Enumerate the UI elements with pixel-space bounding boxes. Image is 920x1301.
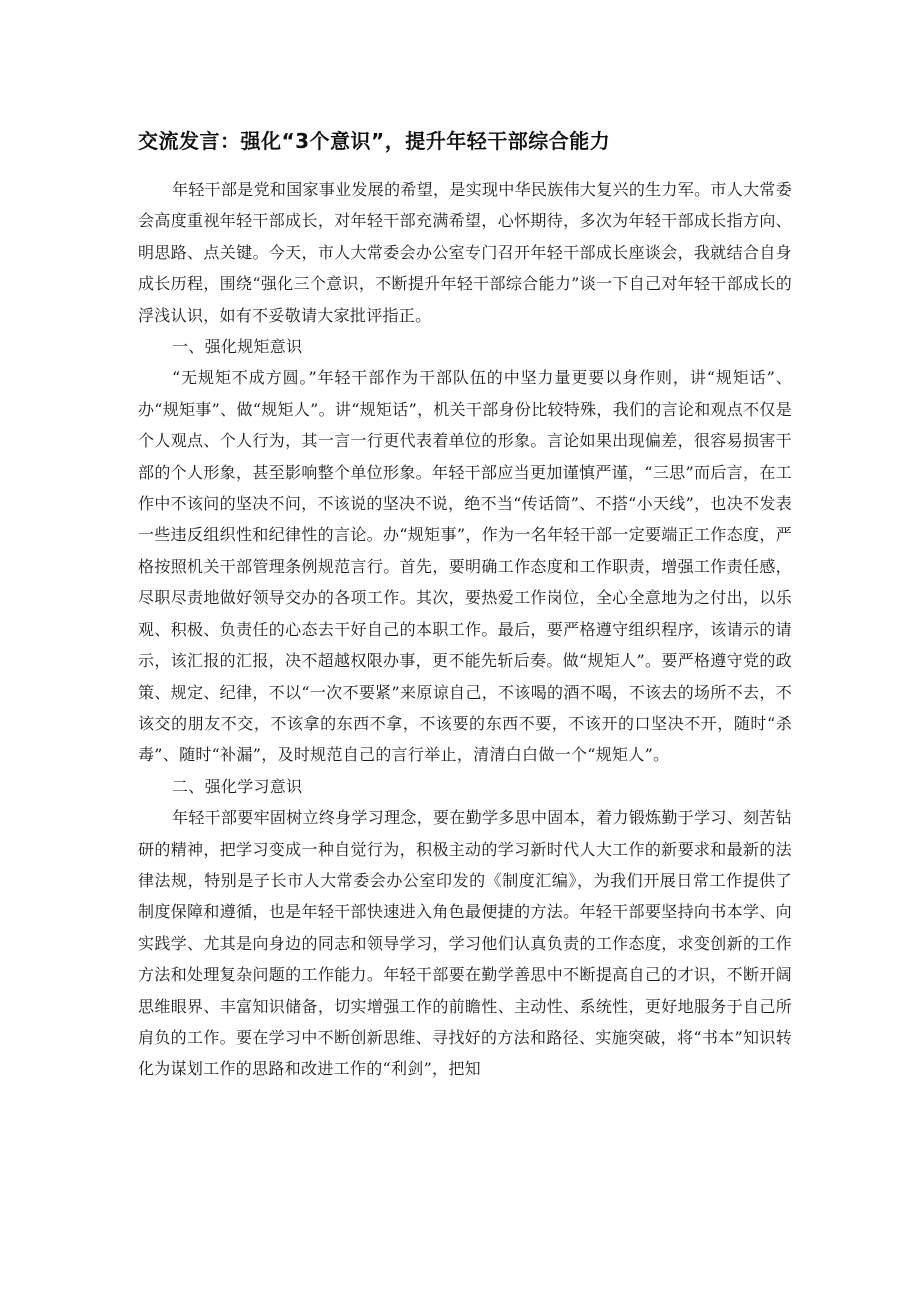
document-title: 交流发言：强化“3个意识”，提升年轻干部综合能力 (138, 129, 611, 153)
document-body (138, 174, 792, 1085)
section-heading-learning: 二、强化学习意识 (172, 776, 303, 796)
intro-paragraph: 年轻干部是党和国家事业发展的希望，是实现中华民族伟大复兴的生力军。市人大常委会高度重视年轻干部成长，对年轻干部充满希望，心怀期待，多次为年轻干部成长指方向、明思路、点关键。今天，市人大常委会办公室专门召开年轻干部成长座谈会，我就结合自身成长历程，围绕“强化三个意识，不断提升年轻干部综合能力”谈一下自己对年轻干部成长的浮浅认识，如有不妥敬请大家批评指正。 (138, 180, 792, 325)
learning-paragraph: 年轻干部要牢固树立终身学习理念，要在勤学多思中固本，着力锻炼勤于学习、刻苦钻研的精神，把学习变成一种自觉行为，积极主动的学习新时代人大工作的新要求和最新的法律法规，特别是子长市人大常委会办公室印发的《制度汇编》，为我们开展日常工作提供了制度保障和遵循，也是年轻干部快速进入角色最便捷的方法。年轻干部要坚持向书本学、向实践学、尤其是向身边的同志和领导学习，学习他们认真负责的工作态度，求变创新的工作方法和处理复杂问题的工作能力。年轻干部要在勤学善思中不断提高自己的才识，不断开阔思维眼界、丰富知识储备，切实增强工作的前瞻性、主动性、系统性，更好地服务于自己所肩负的工作。要在学习中不断创新思维、寻找好的方法和路径、实施突破，将“书本”知识转化为谋划工作的思路和改进工作的“利剑”，把知 (138, 808, 792, 1079)
section-heading-rules: 一、强化规矩意识 (172, 337, 303, 357)
rules-paragraph: “无规矩不成方圆。”年轻干部作为干部队伍的中坚力量更要以身作则，讲“规矩话”、办“规矩事”、做“规矩人”。讲“规矩话”，机关干部身份比较特殊，我们的言论和观点不仅是个人观点、个人行为，其一言一行更代表着单位的形象。言论如果出现偏差，很容易损害干部的个人形象，甚至影响整个单位形象。年轻干部应当更加谨慎严谨，“三思”而后言，在工作中不该问的坚决不问，不该说的坚决不说，绝不当“传话筒”、不搭“小天线”，也决不发表一些违反组织性和纪律性的言论。办“规矩事”，作为一名年轻干部一定要端正工作态度，严格按照机关干部管理条例规范言行。首先，要明确工作态度和工作职责，增强工作责任感，尽职尽责地做好领导交办的各项工作。其次，要热爱工作岗位，全心全意地为之付出，以乐观、积极、负责任的心态去干好自己的本职工作。最后，要严格遵守组织程序，该请示的请示，该汇报的汇报，决不超越权限办事，更不能先斩后奏。做“规矩人”。要严格遵守党的政策、规定、纪律，不以“一次不要紧”来原谅自己，不该喝的酒不喝，不该去的场所不去，不该交的朋友不交，不该拿的东西不拿，不该要的东西不要，不该开的口坚决不开，随时“杀毒”、随时“补漏”，及时规范自己的言行举止，清清白白做一个“规矩人”。 (138, 368, 792, 765)
